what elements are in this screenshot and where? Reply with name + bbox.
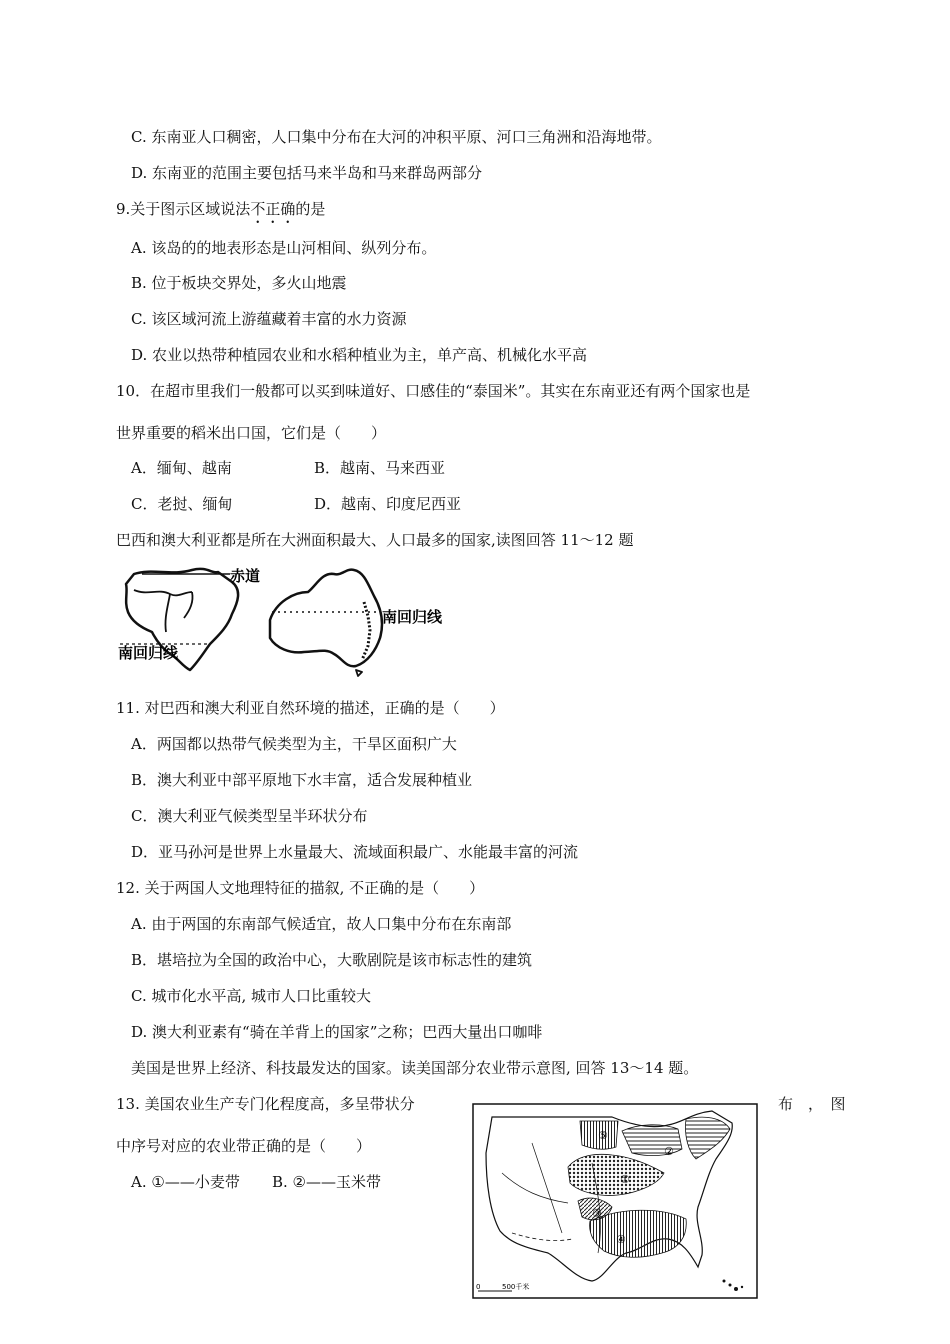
belt-3-marker: ③ bbox=[592, 1207, 602, 1220]
great-dividing-range bbox=[362, 602, 370, 660]
option-9c: C. 该区域河流上游蕴藏着丰富的水力资源 bbox=[131, 310, 407, 328]
option-12a: A. 由于两国的东南部气候适宜，故人口集中分布在东南部 bbox=[131, 915, 512, 933]
q9-suffix: 的是 bbox=[295, 200, 326, 218]
tropic-label-brazil: 南回归线 bbox=[118, 644, 179, 662]
brazil-australia-map bbox=[112, 562, 462, 677]
option-12c: C. 城市化水平高, 城市人口比重较大 bbox=[131, 987, 372, 1005]
option-12d: D. 澳大利亚素有“骑在羊背上的国家”之称；巴西大量出口咖啡 bbox=[131, 1023, 543, 1041]
scale-label: 500千米 bbox=[502, 1283, 530, 1291]
option-9a: A. 该岛的的地表形态是山河相间、纵列分布。 bbox=[131, 239, 437, 257]
option-11d: D．亚马孙河是世界上水量最大、流域面积最广、水能最丰富的河流 bbox=[131, 843, 579, 861]
question-13-line1: 13. 美国农业生产专门化程度高，多呈带状分 bbox=[116, 1095, 415, 1113]
option-13b: B. ②——玉米带 bbox=[272, 1173, 382, 1191]
option-10a: A．缅甸、越南 bbox=[131, 459, 232, 477]
question-9 bbox=[116, 199, 325, 227]
question-12: 12. 关于两国人文地理特征的描叙, 不正确的是（ ） bbox=[116, 879, 485, 897]
belt-4-marker: ④ bbox=[616, 1233, 626, 1246]
option-10d: D．越南、印度尼西亚 bbox=[314, 495, 462, 513]
question-13-line2: 中序号对应的农业带正确的是（ ） bbox=[116, 1137, 372, 1155]
tropic-label-australia: 南回归线 bbox=[382, 608, 443, 626]
option-10c: C．老挝、缅甸 bbox=[131, 495, 233, 513]
question-13-line1-tail: 布 ， 图 bbox=[778, 1095, 846, 1113]
option-11c: C．澳大利亚气候类型呈半环状分布 bbox=[131, 807, 368, 825]
option-11b: B．澳大利亚中部平原地下水丰富，适合发展种植业 bbox=[131, 771, 473, 789]
australia-tasmania bbox=[356, 670, 362, 676]
intro-13-14: 美国是世界上经济、科技最发达的国家。读美国部分农业带示意图, 回答 13～14 题。 bbox=[131, 1059, 699, 1077]
q9-prefix: 9.关于图示区域说法 bbox=[116, 200, 251, 218]
intro-11-12: 巴西和澳大利亚都是所在大洲面积最大、人口最多的国家,读图回答 11～12 题 bbox=[116, 531, 634, 549]
belt-1-marker: ① bbox=[620, 1173, 630, 1186]
usa-agriculture-map bbox=[472, 1103, 758, 1299]
australia-outline bbox=[270, 570, 382, 667]
question-10-line2: 世界重要的稻米出口国，它们是（ ） bbox=[116, 424, 387, 442]
brazil-river bbox=[134, 590, 193, 632]
option-9b: B. 位于板块交界处，多火山地震 bbox=[131, 274, 347, 292]
question-10-line1: 10．在超市里我们一般都可以买到味道好、口感佳的“泰国米”。其实在东南亚还有两个国家也是 bbox=[116, 382, 751, 400]
option-11a: A．两国都以热带气候类型为主，干旱区面积广大 bbox=[131, 735, 457, 753]
option-9d: D. 农业以热带种植园农业和水稻种植业为主，单产高、机械化水平高 bbox=[131, 346, 588, 364]
q9-emphasis: 不正确 bbox=[250, 200, 296, 218]
belt-2-marker: ② bbox=[664, 1145, 674, 1158]
option-13a: A. ①——小麦带 bbox=[131, 1173, 240, 1191]
belt-5-marker: ⑤ bbox=[598, 1129, 608, 1142]
option-8c: C. 东南亚人口稠密，人口集中分布在大河的冲积平原、河口三角洲和沿海地带。 bbox=[131, 128, 662, 146]
option-10b: B．越南、马来西亚 bbox=[314, 459, 446, 477]
option-8d: D. 东南亚的范围主要包括马来半岛和马来群岛两部分 bbox=[131, 164, 483, 182]
equator-label: 赤道 bbox=[230, 567, 261, 585]
question-11: 11. 对巴西和澳大利亚自然环境的描述，正确的是（ ） bbox=[116, 699, 505, 717]
scale-zero: 0 bbox=[476, 1283, 481, 1291]
option-12b: B．堪培拉为全国的政治中心，大歌剧院是该市标志性的建筑 bbox=[131, 951, 533, 969]
